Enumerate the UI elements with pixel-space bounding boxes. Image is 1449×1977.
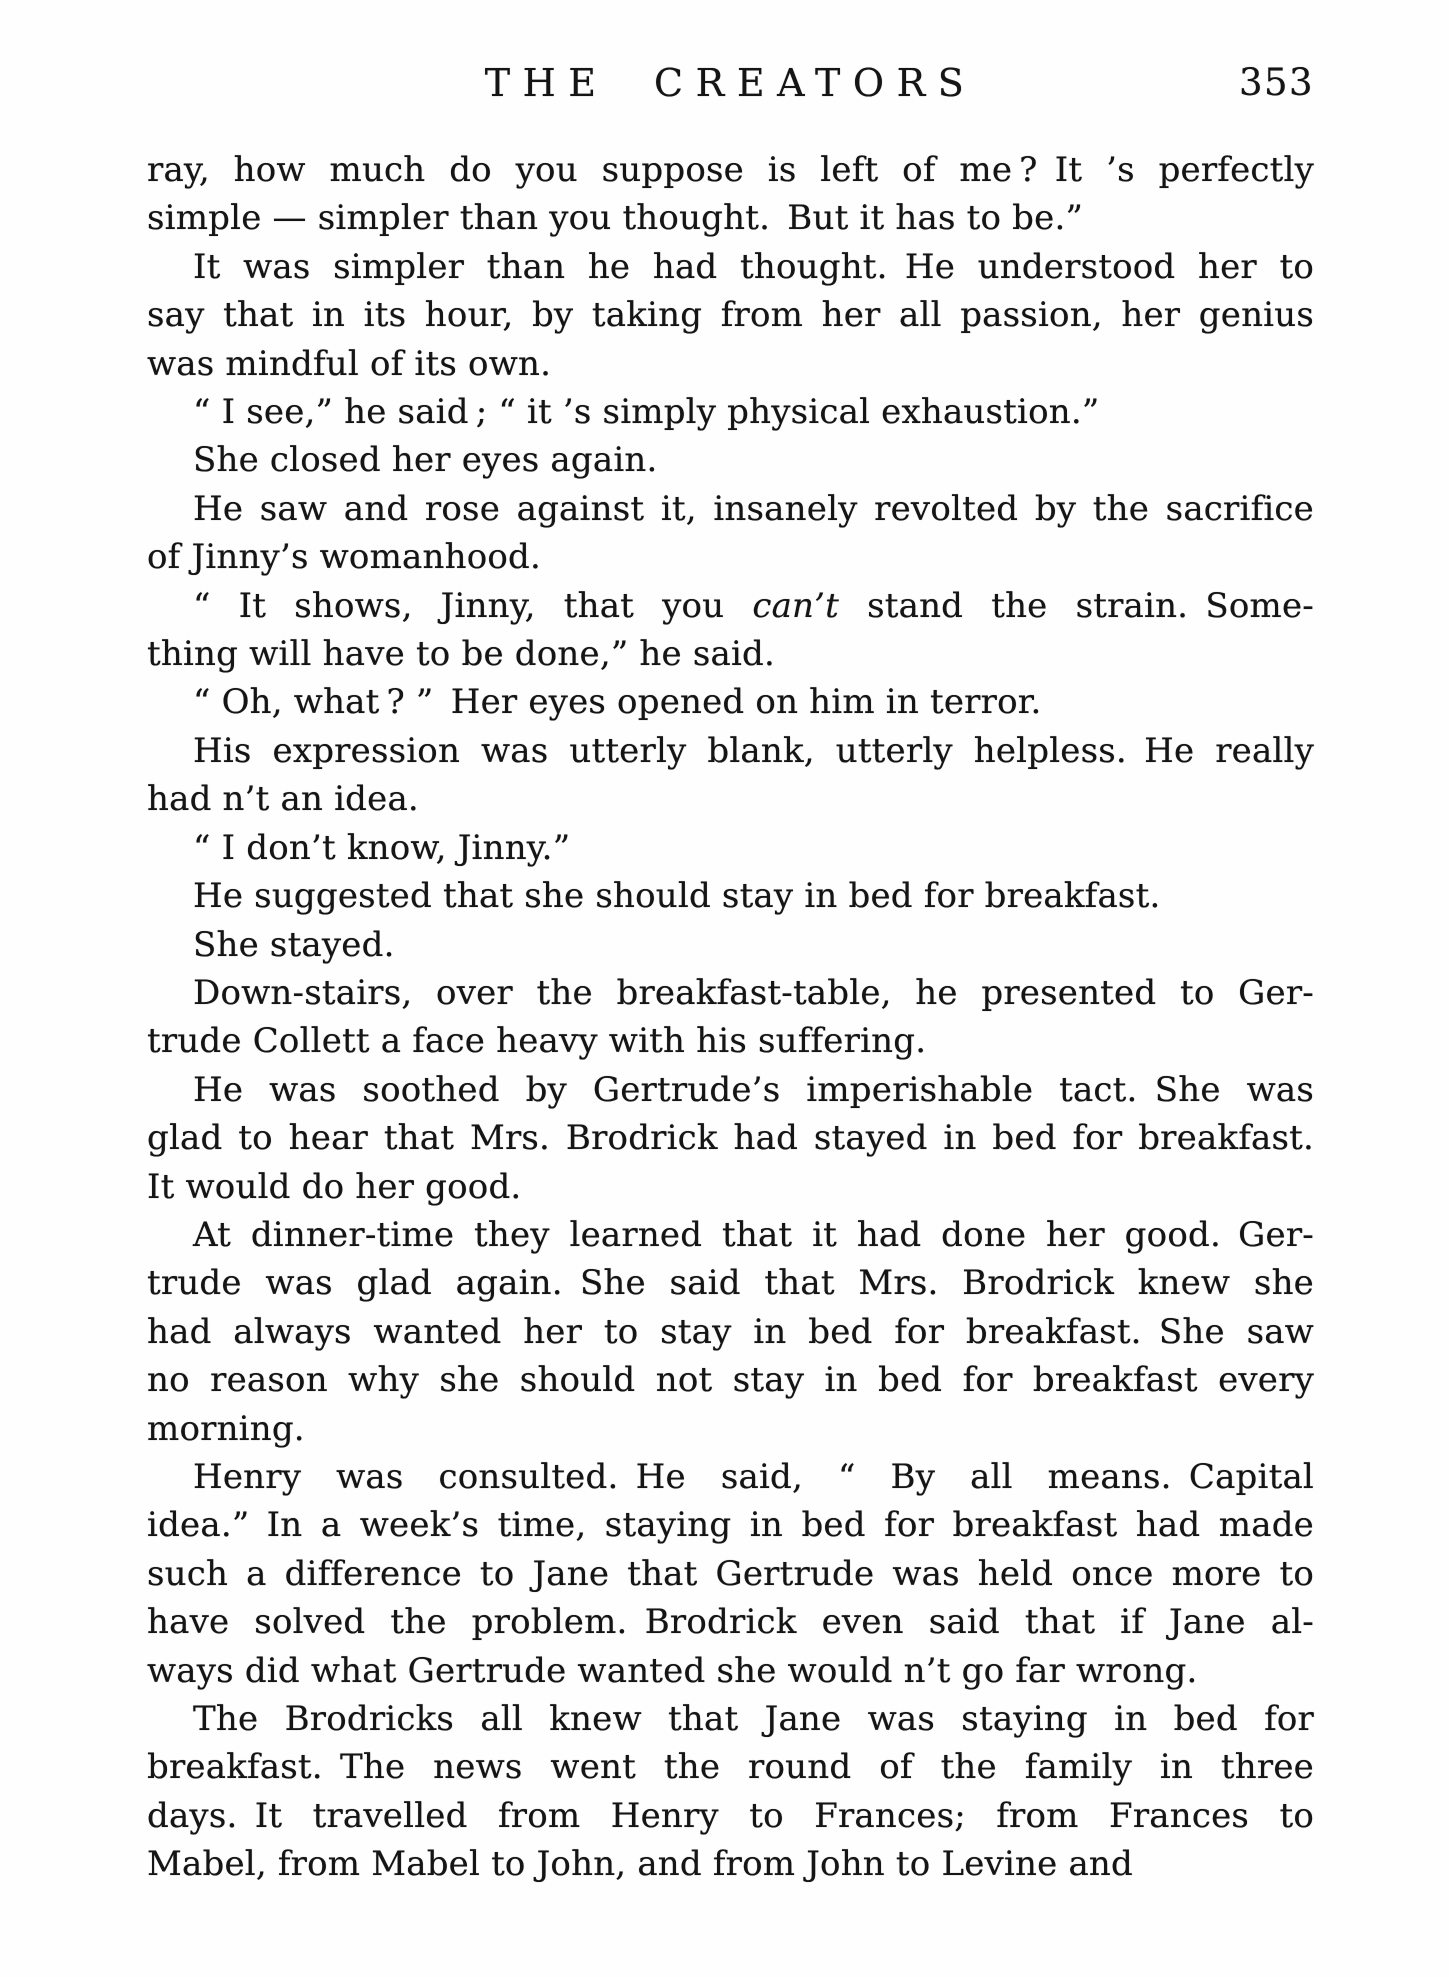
text-line: say that in its hour, by taking from her all passion, her genius bbox=[147, 295, 1314, 336]
paragraph bbox=[147, 824, 1314, 872]
text-line: have solved the problem. Brodrick even said that if Jane al- bbox=[147, 1602, 1314, 1643]
text-line: had n’t an idea. bbox=[147, 779, 419, 820]
paragraph bbox=[147, 678, 1314, 726]
text-line: He was soothed by Gertrude’s imperishable tact. She was bbox=[193, 1069, 1314, 1110]
text-line: Henry was consulted. He said, “ By all means. Capital bbox=[193, 1456, 1314, 1497]
page-number: 353 bbox=[1238, 61, 1314, 104]
paragraph bbox=[147, 921, 1314, 969]
page-text bbox=[147, 146, 1314, 1889]
text-line: simple — simpler than you thought. But it has to be.” bbox=[147, 198, 1084, 239]
text-line: was mindful of its own. bbox=[147, 343, 552, 384]
text-line: trude Collett a face heavy with his suffering. bbox=[147, 1021, 927, 1062]
paragraph bbox=[147, 388, 1314, 436]
text-line: thing will have to be done,” he said. bbox=[147, 634, 776, 675]
text-line: She stayed. bbox=[193, 924, 395, 965]
paragraph bbox=[147, 1453, 1314, 1695]
paragraph bbox=[147, 1695, 1314, 1889]
text-line: He suggested that she should stay in bed for breakfast. bbox=[193, 876, 1161, 917]
text-line: days. It travelled from Henry to Frances; from Frances to bbox=[147, 1795, 1314, 1836]
text-line: “ It shows, Jinny, that you can’t stand the strain. Some- bbox=[193, 585, 1314, 626]
page-header bbox=[147, 63, 1314, 109]
running-header-title: THE CREATORS bbox=[484, 61, 977, 105]
text-line: At dinner-time they learned that it had done her good. Ger- bbox=[193, 1214, 1314, 1255]
text-line: morning. bbox=[147, 1408, 305, 1449]
paragraph bbox=[147, 1211, 1314, 1453]
text-line: trude was glad again. She said that Mrs. Brodrick knew she bbox=[147, 1263, 1314, 1304]
paragraph bbox=[147, 727, 1314, 824]
paragraph bbox=[147, 582, 1314, 679]
text-line: It would do her good. bbox=[147, 1166, 522, 1207]
paragraph bbox=[147, 1066, 1314, 1211]
text-line: ways did what Gertrude wanted she would n’t go far wrong. bbox=[147, 1650, 1198, 1691]
text-line: idea.” In a week’s time, staying in bed for breakfast had made bbox=[147, 1505, 1314, 1546]
paragraph bbox=[147, 969, 1314, 1066]
text-line: “ I don’t know, Jinny.” bbox=[193, 827, 571, 868]
text-line: “ I see,” he said ; “ it ’s simply physical exhaustion.” bbox=[193, 392, 1100, 433]
text-line: “ Oh, what ? ” Her eyes opened on him in terror. bbox=[193, 682, 1042, 723]
paragraph bbox=[147, 872, 1314, 920]
text-line: glad to hear that Mrs. Brodrick had stayed in bed for breakfast. bbox=[147, 1118, 1314, 1159]
paragraph bbox=[147, 146, 1314, 243]
text-line: It was simpler than he had thought. He understood her to bbox=[193, 246, 1314, 287]
paragraph bbox=[147, 436, 1314, 484]
text-line: such a difference to Jane that Gertrude was held once more to bbox=[147, 1553, 1314, 1594]
text-line: of Jinny’s womanhood. bbox=[147, 537, 542, 578]
paragraph bbox=[147, 243, 1314, 388]
text-line: The Brodricks all knew that Jane was staying in bed for bbox=[193, 1699, 1314, 1739]
text-line: He saw and rose against it, insanely revolted by the sacrifice bbox=[193, 488, 1314, 529]
text-line: ray, how much do you suppose is left of me ? It ’s perfectly bbox=[147, 150, 1314, 190]
text-line: no reason why she should not stay in bed for breakfast every bbox=[147, 1360, 1314, 1401]
text-line: had always wanted her to stay in bed for breakfast. She saw bbox=[147, 1311, 1314, 1352]
paragraph bbox=[147, 485, 1314, 582]
text-line: She closed her eyes again. bbox=[193, 440, 658, 481]
text-line: His expression was utterly blank, utterly helpless. He really bbox=[193, 730, 1314, 771]
text-line: breakfast. The news went the round of the family in three bbox=[147, 1747, 1314, 1788]
text-line: Down-stairs, over the breakfast-table, he presented to Ger- bbox=[193, 972, 1314, 1013]
text-line: Mabel, from Mabel to John, and from John to Levine and bbox=[147, 1844, 1133, 1885]
